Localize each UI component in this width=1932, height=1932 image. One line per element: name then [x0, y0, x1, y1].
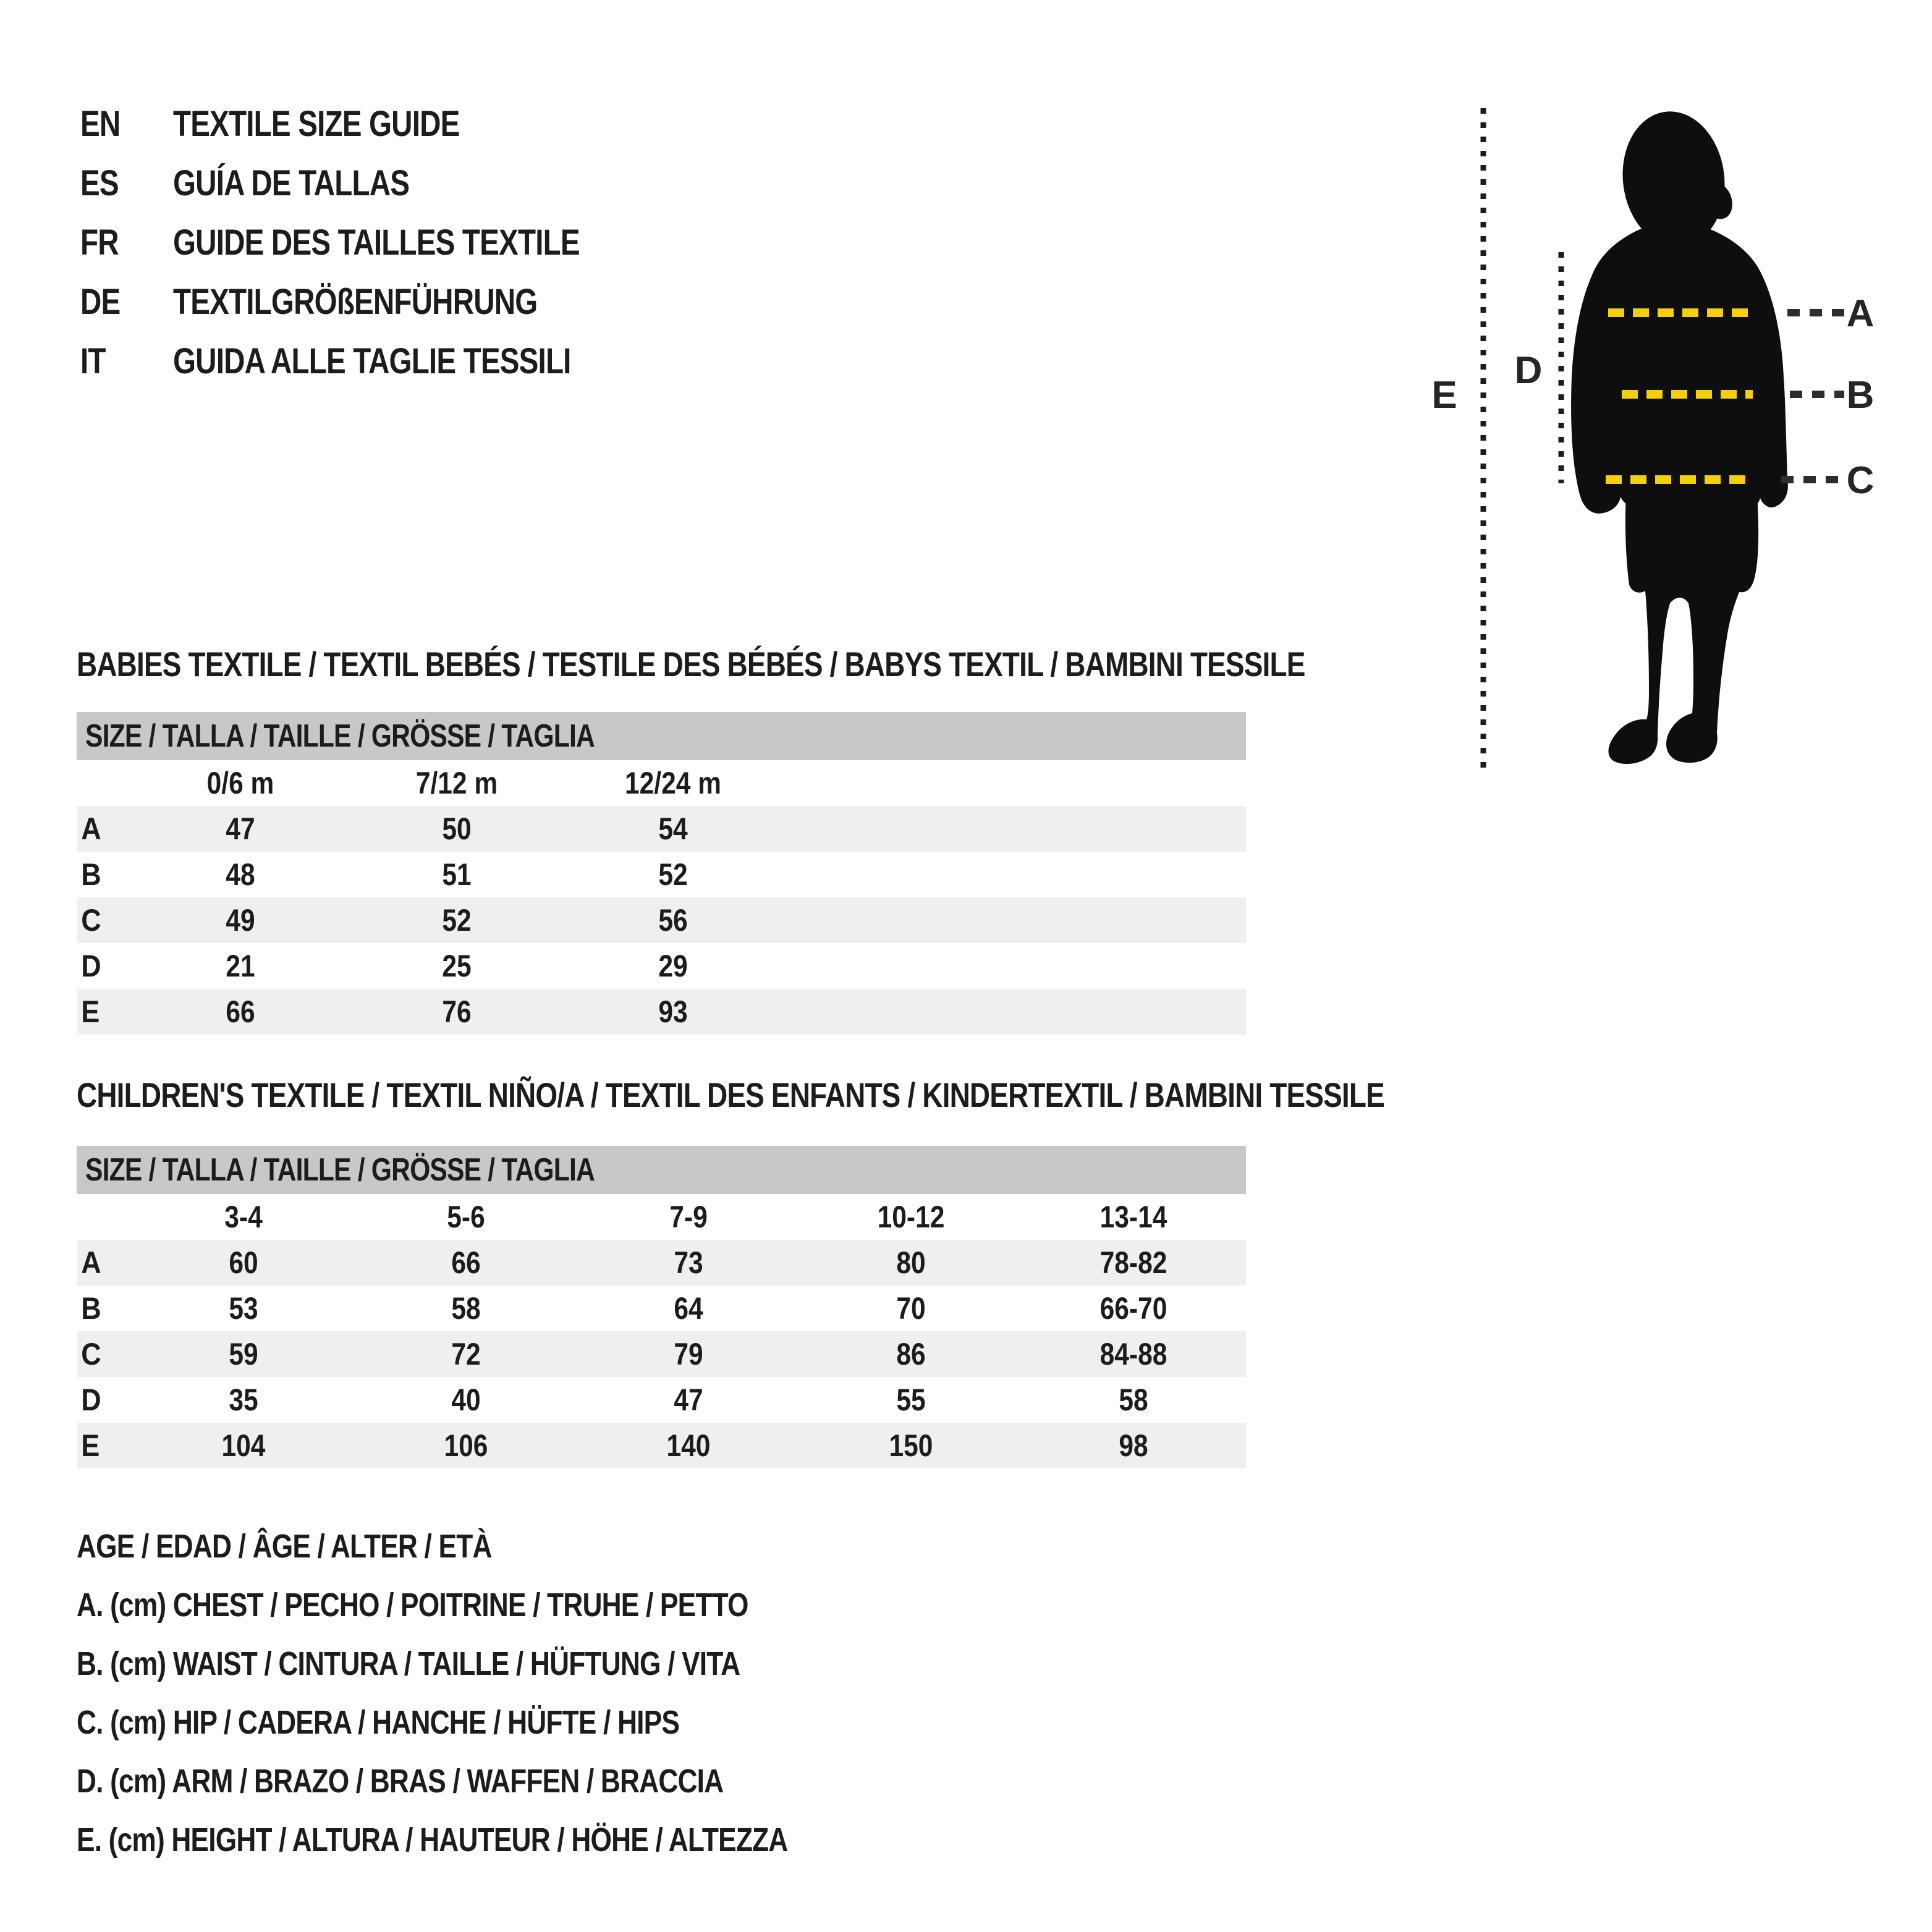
- children-size-table: [77, 1146, 1246, 1468]
- table-cell: 58: [451, 1291, 481, 1326]
- table-cell: 104: [221, 1428, 266, 1463]
- table-cell: 66: [451, 1245, 481, 1280]
- table-cell: 58: [1119, 1383, 1148, 1417]
- language-code: DE: [80, 281, 121, 322]
- measure-label-e: E: [1431, 374, 1457, 417]
- measure-label-b: B: [1846, 374, 1875, 417]
- table-cell: 49: [226, 903, 255, 938]
- language-code: IT: [80, 341, 106, 381]
- table-cell: 48: [226, 857, 255, 892]
- language-title: TEXTILGRÖßENFÜHRUNG: [173, 281, 538, 322]
- table-cell: 76: [442, 994, 472, 1029]
- legend-line-chest: A. (cm) CHEST / PECHO / POITRINE / TRUHE / PETTO: [77, 1587, 748, 1624]
- language-row-fr: [80, 213, 669, 272]
- language-code: ES: [80, 163, 119, 203]
- table-cell: 64: [674, 1291, 703, 1326]
- table-cell: 80: [896, 1245, 926, 1280]
- language-title: GUIDA ALLE TAGLIE TESSILI: [173, 341, 571, 381]
- table-row: [77, 989, 1246, 1035]
- table-cell: 70: [896, 1291, 926, 1326]
- babies-section-title: BABIES TEXTILE / TEXTIL BEBÉS / TESTILE DES BÉBÉS / BABYS TEXTIL / BAMBINI TESSILE: [77, 645, 1305, 684]
- legend-line-waist: B. (cm) WAIST / CINTURA / TAILLE / HÜFTUNG / VITA: [77, 1645, 740, 1682]
- row-label: D: [81, 949, 101, 983]
- language-row-it: [80, 331, 669, 391]
- language-row-de: [80, 272, 669, 331]
- table-cell: 50: [442, 811, 472, 846]
- measurement-legend: [77, 1517, 944, 1870]
- table-cell: 140: [666, 1428, 711, 1463]
- language-row-es: [80, 153, 669, 213]
- table-cell: 106: [444, 1428, 488, 1463]
- table-cell: 21: [226, 949, 255, 983]
- legend-line-height: E. (cm) HEIGHT / ALTURA / HAUTEUR / HÖHE / ALTEZZA: [77, 1821, 788, 1858]
- table-cell: 79: [674, 1337, 703, 1371]
- table-cell: 60: [229, 1245, 258, 1280]
- table-row: [77, 1240, 1246, 1286]
- language-title-block: [80, 94, 669, 391]
- legend-line-age: AGE / EDAD / ÂGE / ALTER / ETÀ: [77, 1528, 492, 1565]
- table-cell: 84-88: [1099, 1337, 1167, 1371]
- language-title: TEXTILE SIZE GUIDE: [173, 103, 460, 144]
- children-section-title: CHILDREN'S TEXTILE / TEXTIL NIÑO/A / TEXTIL DES ENFANTS / KINDERTEXTIL / BAMBINI TESSILE: [77, 1075, 1384, 1114]
- column-header-row: [77, 1194, 1246, 1240]
- table-cell: 47: [226, 811, 255, 846]
- column-header: 12/24 m: [625, 766, 721, 800]
- table-cell: 59: [229, 1337, 258, 1371]
- table-cell: 72: [451, 1337, 481, 1371]
- column-header: 3-4: [224, 1200, 263, 1234]
- row-label: A: [81, 811, 101, 846]
- table-cell: 53: [229, 1291, 258, 1326]
- row-label: B: [81, 857, 101, 892]
- table-cell: 54: [658, 811, 688, 846]
- column-header: 5-6: [447, 1200, 485, 1234]
- table-cell: 40: [451, 1383, 481, 1417]
- babies-size-table: [77, 712, 1246, 1035]
- column-header: 7/12 m: [415, 766, 498, 800]
- table-row: [77, 943, 1246, 989]
- table-row: [77, 897, 1246, 943]
- column-header: 10-12: [877, 1200, 945, 1234]
- table-cell: 52: [442, 903, 472, 938]
- row-label: A: [81, 1245, 101, 1280]
- child-silhouette-icon: [1571, 106, 1788, 764]
- measure-label-d: D: [1514, 349, 1543, 392]
- measure-label-a: A: [1846, 292, 1875, 335]
- table-row: [77, 1423, 1246, 1468]
- language-code: FR: [80, 222, 119, 263]
- table-cell: 35: [229, 1383, 258, 1417]
- table-cell: 150: [889, 1428, 933, 1463]
- table-header-bar: SIZE / TALLA / TAILLE / GRÖSSE / TAGLIA: [77, 712, 1246, 760]
- legend-line-arm: D. (cm) ARM / BRAZO / BRAS / WAFFEN / BRACCIA: [77, 1763, 724, 1800]
- row-label: E: [81, 994, 100, 1029]
- table-cell: 98: [1119, 1428, 1148, 1463]
- table-cell: 66-70: [1099, 1291, 1167, 1326]
- row-label: E: [81, 1428, 100, 1463]
- table-cell: 51: [442, 857, 472, 892]
- table-cell: 66: [226, 994, 255, 1029]
- language-title: GUIDE DES TAILLES TEXTILE: [173, 222, 580, 263]
- table-cell: 47: [674, 1383, 703, 1417]
- column-header: 7-9: [669, 1200, 708, 1234]
- measure-label-c: C: [1846, 459, 1875, 502]
- table-cell: 78-82: [1099, 1245, 1167, 1280]
- language-code: EN: [80, 103, 121, 144]
- row-label: B: [81, 1291, 101, 1326]
- row-label: C: [81, 1337, 101, 1371]
- table-cell: 93: [658, 994, 688, 1029]
- table-cell: 56: [658, 903, 688, 938]
- language-title: GUÍA DE TALLAS: [173, 163, 410, 203]
- table-row: [77, 1377, 1246, 1423]
- language-row-en: [80, 94, 669, 153]
- table-cell: 55: [896, 1383, 926, 1417]
- row-label: C: [81, 903, 101, 938]
- column-header: 0/6 m: [206, 766, 274, 800]
- table-cell: 25: [442, 949, 472, 983]
- row-label: D: [81, 1383, 101, 1417]
- table-cell: 86: [896, 1337, 926, 1371]
- column-header-row: [77, 760, 1246, 806]
- table-row: [77, 1331, 1246, 1377]
- table-row: [77, 806, 1246, 852]
- table-row: [77, 1286, 1246, 1331]
- table-cell: 29: [658, 949, 688, 983]
- table-row: [77, 852, 1246, 897]
- table-cell: 73: [674, 1245, 703, 1280]
- measurement-figure: [1409, 87, 1932, 810]
- table-header-bar: SIZE / TALLA / TAILLE / GRÖSSE / TAGLIA: [77, 1146, 1246, 1194]
- table-cell: 52: [658, 857, 688, 892]
- legend-line-hip: C. (cm) HIP / CADERA / HANCHE / HÜFTE / HIPS: [77, 1704, 680, 1741]
- column-header: 13-14: [1099, 1200, 1167, 1234]
